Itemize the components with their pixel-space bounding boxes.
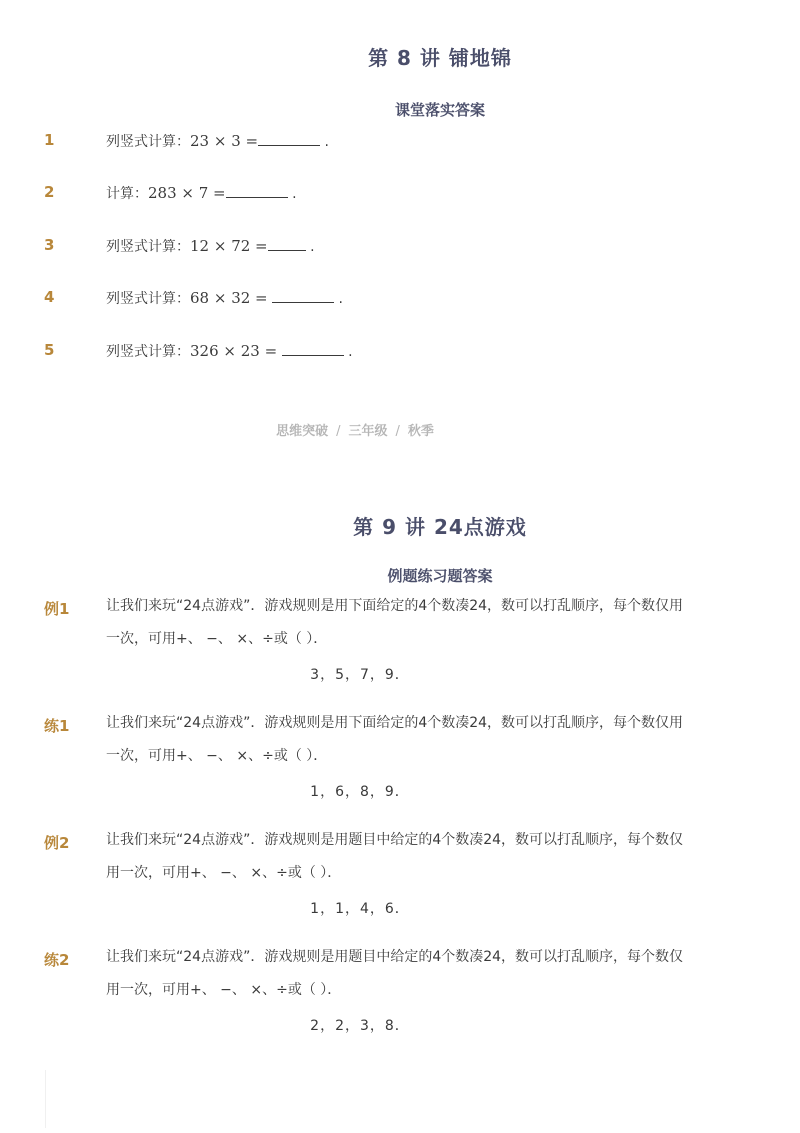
footer-grade: 三年级 bbox=[348, 424, 388, 439]
problem-text bbox=[106, 590, 726, 656]
footer-separator: / bbox=[336, 424, 341, 439]
answer-blank bbox=[282, 343, 344, 356]
question-prefix: 列竖式计算： bbox=[106, 291, 190, 307]
page-footer bbox=[0, 420, 710, 439]
question-text bbox=[106, 236, 315, 256]
question-number: 2 bbox=[44, 183, 55, 201]
question-expression: 283 × 7 = bbox=[148, 184, 226, 202]
question-text bbox=[106, 131, 329, 151]
problem-number: 练1 bbox=[44, 717, 70, 735]
footer-series: 思维突破 bbox=[276, 424, 329, 439]
lecture-9-section-title: 例题练习题答案 bbox=[387, 567, 493, 585]
question-prefix: 列竖式计算： bbox=[106, 239, 190, 255]
question-prefix: 列竖式计算： bbox=[106, 134, 190, 150]
margin-rule bbox=[45, 1070, 46, 1128]
question-text bbox=[106, 288, 343, 308]
problem-numbers: 1，1，4，6． bbox=[310, 901, 410, 917]
problem-line: 用一次，可用+、 −、 ×、÷或（ ）． bbox=[106, 865, 342, 881]
question-prefix: 计算： bbox=[106, 186, 148, 202]
question-expression: 12 × 72 = bbox=[190, 237, 268, 255]
question-number: 1 bbox=[44, 131, 55, 149]
answer-blank bbox=[226, 185, 288, 198]
question-text bbox=[106, 341, 353, 361]
question-suffix: . bbox=[348, 344, 353, 360]
footer-term: 秋季 bbox=[407, 424, 434, 439]
question-expression: 23 × 3 = bbox=[190, 132, 259, 150]
problem-numbers: 1，6，8，9． bbox=[310, 784, 410, 800]
problem-text bbox=[106, 707, 726, 773]
problem-number: 练2 bbox=[44, 951, 70, 969]
problem-line: 一次，可用+、 −、 ×、÷或（ ）． bbox=[106, 748, 328, 764]
problem-line: 让我们来玩“24点游戏”．游戏规则是用题目中给定的4个数凑24，数可以打乱顺序，每个数仅 bbox=[106, 832, 684, 848]
question-number: 5 bbox=[44, 341, 55, 359]
lecture-8-title: 第 8 讲 铺地锦 bbox=[368, 46, 512, 70]
question-number: 3 bbox=[44, 236, 55, 254]
question-suffix: . bbox=[338, 291, 343, 307]
question-text bbox=[106, 183, 297, 203]
lecture-8-section-title: 课堂落实答案 bbox=[394, 101, 485, 119]
question-prefix: 列竖式计算： bbox=[106, 344, 190, 360]
question-expression: 326 × 23 = bbox=[190, 342, 278, 360]
lecture-9-title: 第 9 讲 24点游戏 bbox=[353, 515, 527, 539]
question-suffix: . bbox=[292, 186, 297, 202]
problem-numbers: 3，5，7，9． bbox=[310, 667, 410, 683]
problem-number: 例2 bbox=[44, 834, 70, 852]
question-suffix: . bbox=[324, 134, 329, 150]
problem-line: 用一次，可用+、 −、 ×、÷或（ ）． bbox=[106, 982, 342, 998]
problem-number: 例1 bbox=[44, 600, 70, 618]
problem-line: 让我们来玩“24点游戏”．游戏规则是用题目中给定的4个数凑24，数可以打乱顺序，每个数仅 bbox=[106, 949, 684, 965]
footer-separator: / bbox=[395, 424, 400, 439]
answer-blank bbox=[268, 238, 306, 251]
problem-line: 一次，可用+、 −、 ×、÷或（ ）． bbox=[106, 631, 328, 647]
answer-blank bbox=[272, 290, 334, 303]
question-expression: 68 × 32 = bbox=[190, 289, 268, 307]
problem-line: 让我们来玩“24点游戏”．游戏规则是用下面给定的4个数凑24，数可以打乱顺序，每个数仅用 bbox=[106, 598, 684, 614]
problem-numbers: 2，2，3，8． bbox=[310, 1018, 410, 1034]
answer-blank bbox=[258, 133, 320, 146]
question-number: 4 bbox=[44, 288, 55, 306]
question-suffix: . bbox=[310, 239, 315, 255]
problem-text bbox=[106, 941, 726, 1007]
problem-line: 让我们来玩“24点游戏”．游戏规则是用下面给定的4个数凑24，数可以打乱顺序，每个数仅用 bbox=[106, 715, 684, 731]
problem-text bbox=[106, 824, 726, 890]
